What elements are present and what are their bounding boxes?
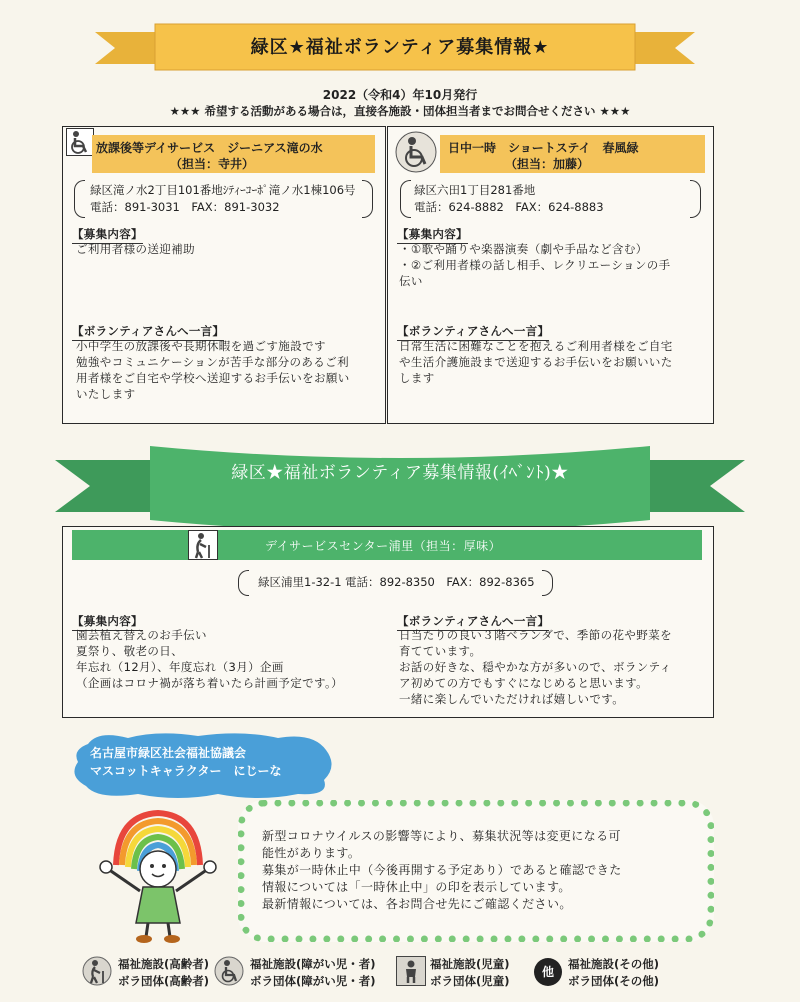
contact-notice: ★★★ 希望する活動がある場合は，直接各施設・団体担当者までお問合せください ★★★: [169, 104, 631, 118]
card3-message-line: 一緒に楽しんでいただければ嬉しいです。: [399, 692, 625, 706]
card1-title: 放課後等デイサービス ジーニアス滝の水: [96, 141, 323, 155]
info-line: 募集が一時休止中（今後再開する予定あり）であると確認できた: [262, 863, 622, 877]
event-banner: [55, 440, 745, 530]
card3-message-line: 日当たりの良い３階ベランダで、季節の花や野菜を: [399, 628, 673, 642]
card1-phone: 電話：891-3031 FAX：891-3032: [90, 200, 280, 214]
legend-label: 福祉施設(その他): [568, 957, 660, 971]
bracket-left: [238, 570, 249, 596]
issue-date: 2022（令和4）年10月発行: [322, 88, 478, 102]
bracket-left: [400, 180, 411, 218]
card3-title: デイサービスセンター浦里（担当：厚味）: [265, 539, 502, 553]
card1-message-heading: 【ボランティアさんへ一言】: [72, 324, 225, 338]
bracket-right: [362, 180, 373, 218]
card3-message-line: お話の好きな、穏やかな方が多いので、ボランティ: [399, 660, 672, 674]
legend-label: ボラ団体(その他): [568, 974, 660, 988]
card2-recruit-line: 伝い: [399, 274, 423, 288]
wheelchair-icon: [214, 956, 244, 986]
card1-message-line: 勉強やコミュニケーションが苦手な部分のあるご利: [76, 355, 350, 369]
child-icon: [396, 956, 426, 986]
wheelchair-icon: [394, 130, 438, 174]
card1-message-line: 小中学生の放課後や長期休暇を過ごす施設です: [76, 339, 326, 353]
card3-recruit-line: （企画はコロナ禍が落ち着いたら計画予定です。）: [76, 676, 344, 690]
info-line: 能性があります。: [262, 846, 361, 860]
wheelchair-icon: [66, 128, 94, 156]
legend-label: ボラ団体(高齢者): [118, 974, 210, 988]
card2-message-line: 日常生活に困難なことを抱えるご利用者様をご自宅: [399, 339, 673, 353]
event-banner-title: 緑区★福祉ボランティア募集情報(ｲﾍﾞﾝﾄ)★: [231, 463, 569, 483]
card3-recruit-line: 園芸植え替えのお手伝い: [76, 628, 207, 642]
banner-title: 緑区★福祉ボランティア募集情報★: [250, 37, 550, 58]
card1-address: 緑区滝ノ水2丁目101番地ｼﾃｨｰｺｰﾎﾟ滝ノ水1棟106号: [90, 183, 356, 197]
card2-contact: （担当：加藤）: [505, 157, 590, 171]
card2-recruit-line: ・②ご利用者様の話し相手、レクリエーションの手: [399, 258, 671, 272]
card3-message-line: ア初めての方でもすぐになじめると思います。: [399, 676, 648, 690]
mascot-org: 名古屋市緑区社会福祉協議会: [90, 746, 247, 760]
card3-recruit-line: 夏祭り、敬老の日、: [76, 644, 184, 658]
card2-message-line: します: [399, 371, 435, 385]
card3-phone: 電話：892-8350 FAX：892-8365: [345, 575, 535, 589]
legend-label: ボラ団体(児童): [430, 974, 510, 988]
card3-recruit-line: 年忘れ（12月）、年度忘れ（3月）企画: [76, 660, 284, 674]
card1-contact: （担当：寺井）: [170, 157, 255, 171]
legend-label: 福祉施設(児童): [430, 957, 510, 971]
elderly-icon: [188, 530, 218, 560]
bracket-left: [74, 180, 85, 218]
mascot-name: マスコットキャラクター にじーな: [90, 764, 282, 778]
legend-label: 福祉施設(障がい児・者): [250, 957, 376, 971]
card3-message-line: 育てています。: [399, 644, 482, 658]
legend-label: 福祉施設(高齢者): [118, 957, 210, 971]
legend-label: ボラ団体(障がい児・者): [250, 974, 376, 988]
card2-recruit-line: ・①歌や踊りや楽器演奏（劇や手品など含む）: [399, 242, 648, 256]
info-line: 情報については「一時休止中」の印を表示しています。: [262, 880, 571, 894]
info-line: 最新情報については、各お問合せ先にご確認ください。: [262, 897, 572, 911]
card2-message-line: や生活介護施設まで送迎するお手伝いをお願いいた: [399, 355, 673, 369]
card2-phone: 電話：624-8882 FAX：624-8883: [414, 200, 604, 214]
bracket-right: [690, 180, 701, 218]
card1-message-line: 用者様をご自宅や学校へ送迎するお手伝いをお願い: [76, 371, 350, 385]
elderly-icon: [82, 956, 112, 986]
card3-address: 緑区浦里1-32-1: [258, 575, 342, 589]
info-line: 新型コロナウイルスの影響等により、募集状況等は変更になる可: [262, 829, 621, 843]
mascot-character: [88, 805, 228, 945]
card3-recruit-heading: 【募集内容】: [72, 614, 143, 628]
card2-message-heading: 【ボランティアさんへ一言】: [397, 324, 550, 338]
card2-recruit-heading: 【募集内容】: [397, 227, 468, 241]
card3-message-heading: 【ボランティアさんへ一言】: [397, 614, 550, 628]
card1-recruit-body: ご利用者様の送迎補助: [76, 242, 195, 256]
card2-title: 日中一時 ショートステイ 春風緑: [448, 141, 639, 155]
card2-address: 緑区六田1丁目281番地: [414, 183, 536, 197]
card1-message-line: いたします: [76, 387, 136, 401]
other-icon: 他: [534, 958, 562, 986]
card1-recruit-heading: 【募集内容】: [72, 227, 143, 241]
